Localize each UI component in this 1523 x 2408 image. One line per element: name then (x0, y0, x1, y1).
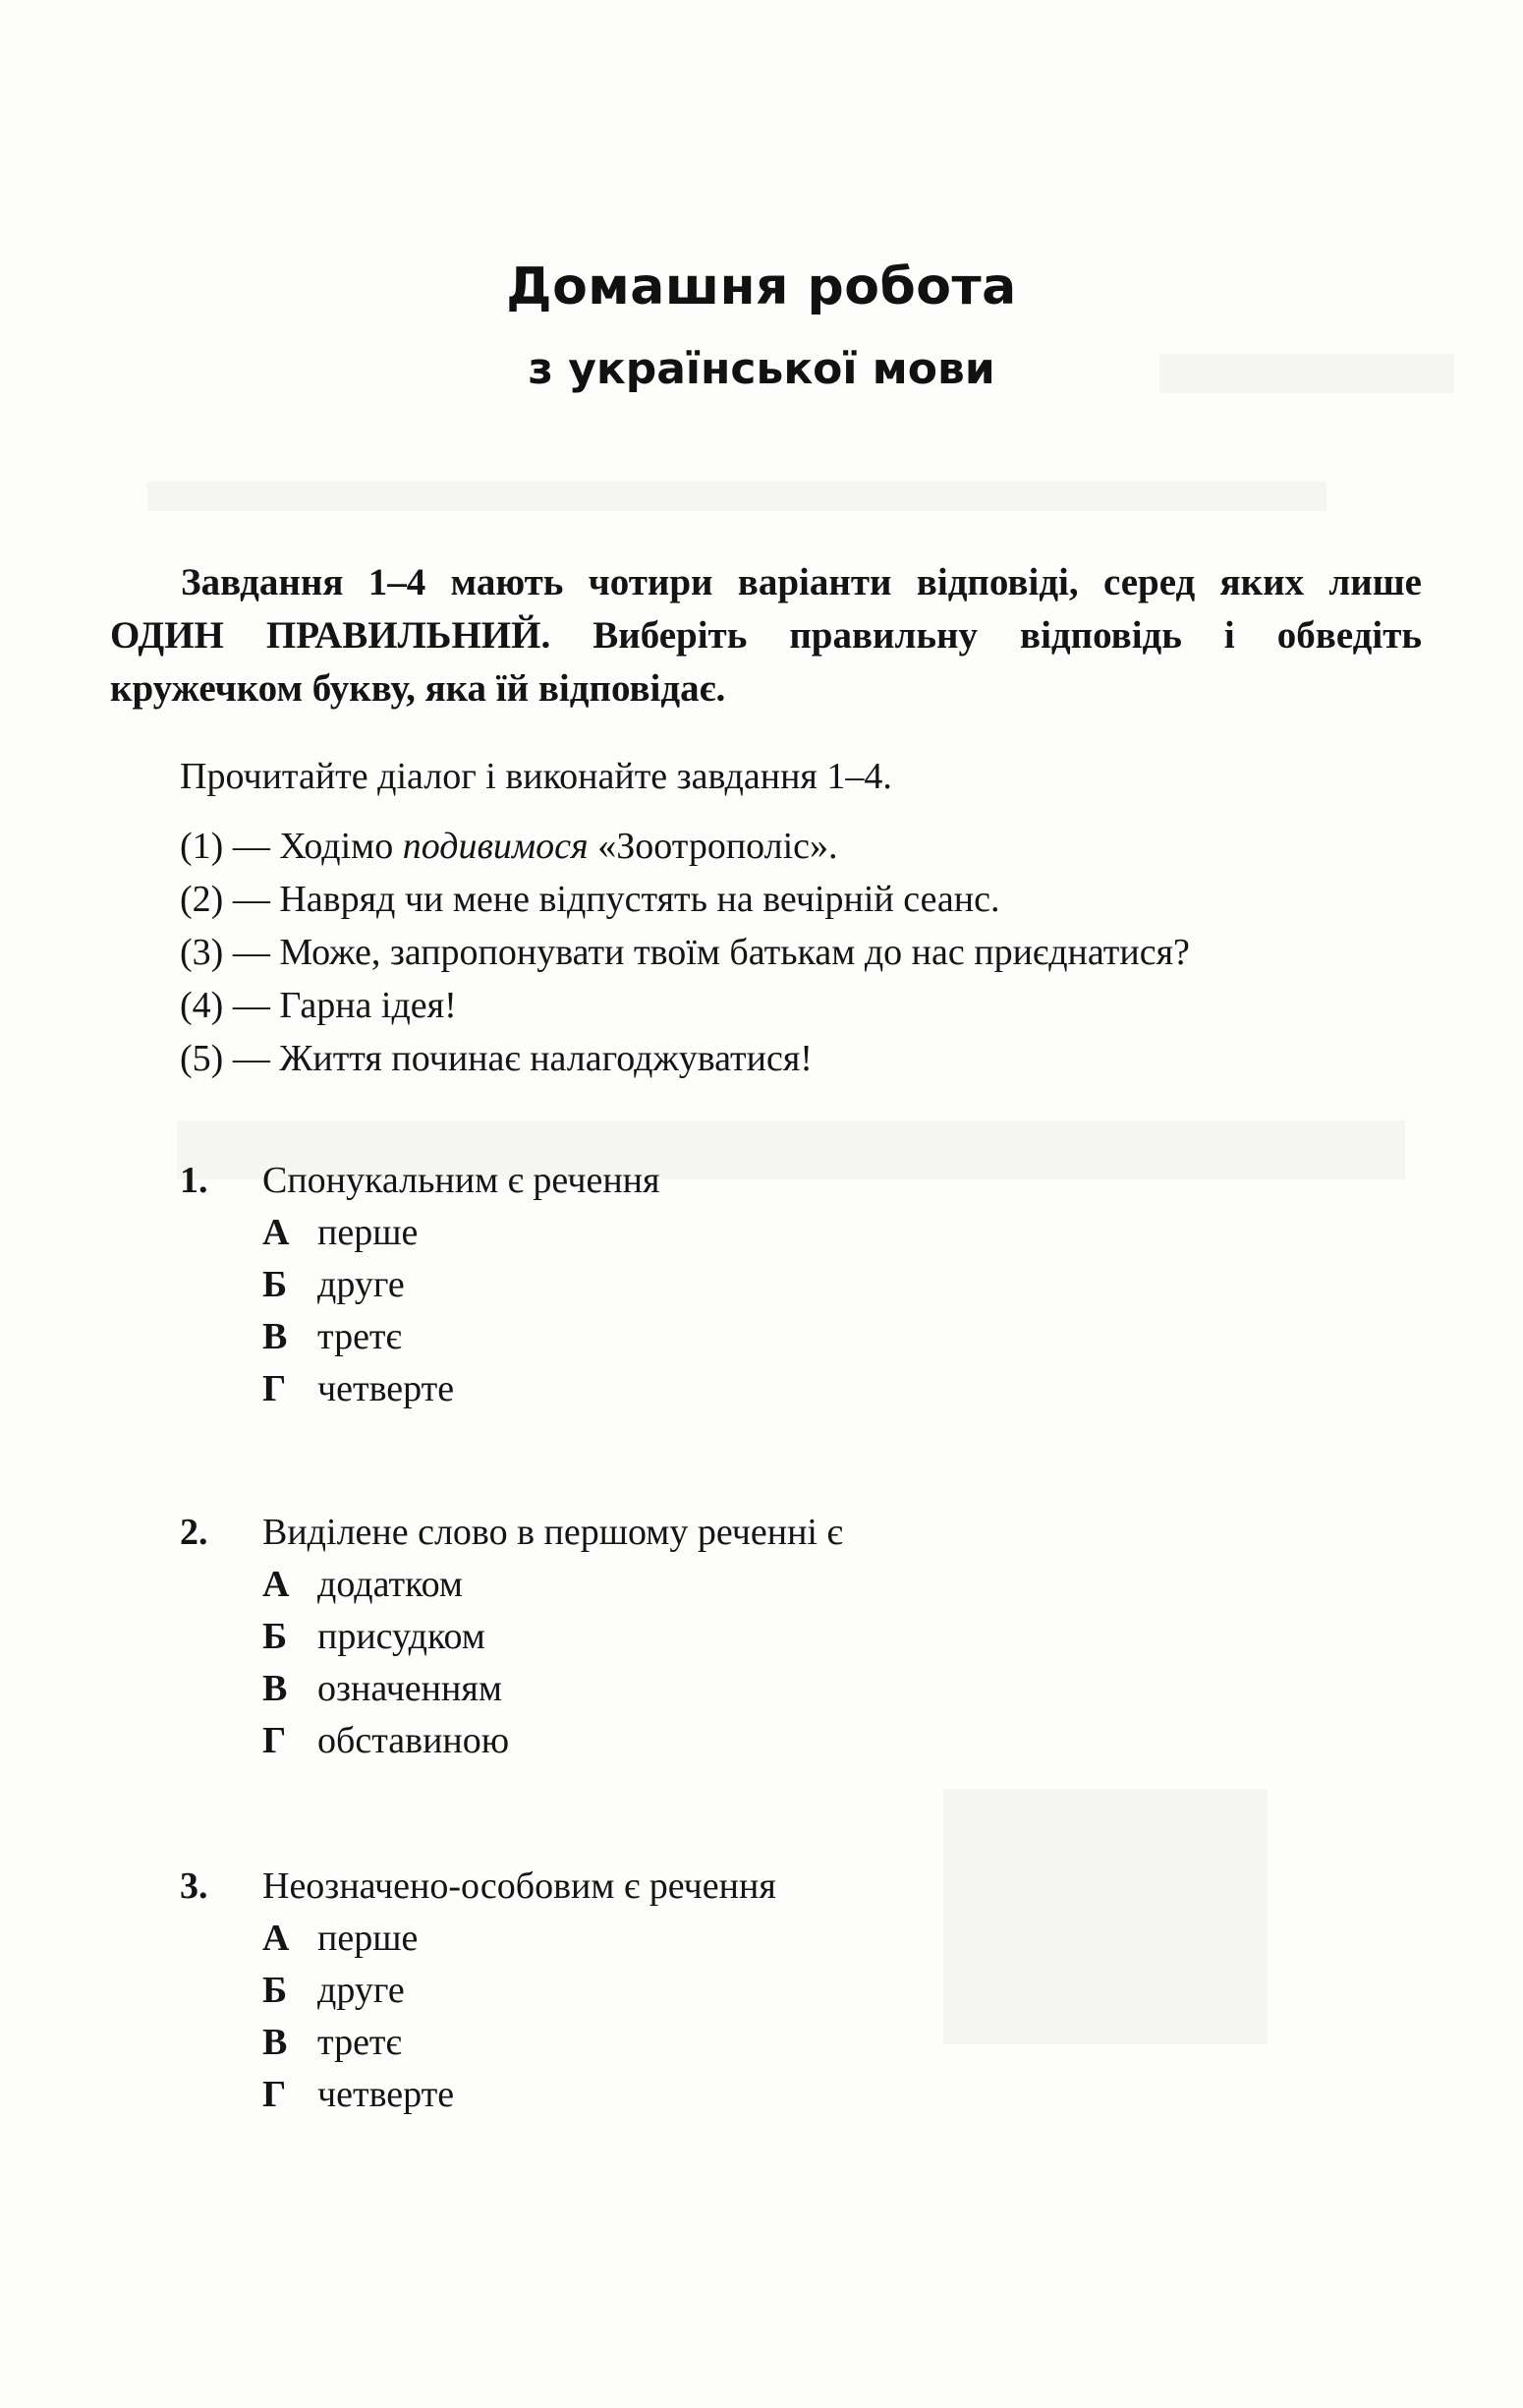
line-number: (4) (180, 985, 224, 1026)
option-text: друге (317, 1970, 405, 2011)
dialog-line (180, 820, 1190, 873)
question-text: Неозначено-особовим є речення (262, 1865, 776, 1907)
question-2 (180, 1506, 843, 1767)
option-letter: А (262, 1918, 290, 1959)
dialog-intro: Прочитайте діалог і виконайте завдання 1–4. (180, 756, 892, 797)
option-text: третє (317, 1316, 402, 1357)
question-header (180, 1860, 776, 1913)
answer-option[interactable] (262, 1207, 659, 1259)
instruction-text: Завдання 1–4 мають чотири варіанти відповіді, серед яких лише (181, 561, 1422, 603)
answer-option[interactable] (262, 1663, 843, 1715)
page-title: Домашня робота (506, 258, 1017, 316)
option-letter: В (262, 1316, 288, 1357)
answer-option[interactable] (262, 1913, 776, 1965)
line-number: (1) (180, 826, 224, 867)
question-number: 2. (180, 1512, 208, 1553)
answer-option[interactable] (262, 1259, 659, 1311)
question-header (180, 1154, 659, 1207)
option-letter: А (262, 1564, 290, 1605)
option-letter: Г (262, 1720, 287, 1761)
option-text: перше (317, 1212, 419, 1253)
line-dash: — (223, 826, 280, 867)
answer-options (262, 1207, 659, 1415)
line-text: Життя починає налагоджуватися! (279, 1038, 813, 1079)
question-3 (180, 1860, 776, 2121)
question-number: 3. (180, 1865, 208, 1907)
option-text: означенням (317, 1668, 502, 1709)
answer-option[interactable] (262, 1363, 659, 1415)
answer-option[interactable] (262, 1715, 843, 1767)
line-text: Може, запропонувати твоїм батькам до нас приєднатися? (279, 932, 1190, 973)
option-letter: В (262, 1668, 288, 1709)
task-instruction (110, 556, 1422, 716)
bleed-through-shade (147, 482, 1326, 511)
answer-option[interactable] (262, 1559, 843, 1611)
option-text: обставиною (317, 1720, 510, 1761)
question-header (180, 1506, 843, 1559)
option-letter: А (262, 1212, 290, 1253)
answer-option[interactable] (262, 1611, 843, 1663)
option-letter: В (262, 2022, 288, 2063)
option-letter: Б (262, 1616, 288, 1657)
line-text: Гарна ідея! (279, 985, 457, 1026)
line-dash: — (223, 985, 280, 1026)
line-text: Навряд чи мене відпустять на вечірній сеанс. (279, 879, 1000, 920)
question-number: 1. (180, 1160, 208, 1201)
question-text: Виділене слово в першому реченні є (262, 1512, 843, 1553)
option-text: друге (317, 1264, 405, 1305)
line-text: Ходімо (279, 826, 403, 867)
line-number: (3) (180, 932, 224, 973)
option-text: перше (317, 1918, 419, 1959)
question-text: Спонукальним є речення (262, 1160, 660, 1201)
line-dash: — (223, 1038, 280, 1079)
answer-options (262, 1913, 776, 2121)
option-text: присудком (317, 1616, 485, 1657)
line-dash: — (223, 879, 280, 920)
option-letter: Б (262, 1264, 288, 1305)
answer-options (262, 1559, 843, 1767)
line-text: «Зоотрополіс». (588, 826, 838, 867)
dialog-line (180, 979, 1190, 1032)
instruction-emphasis: ОДИН ПРАВИЛЬНИЙ (110, 614, 541, 657)
answer-option[interactable] (262, 2069, 776, 2121)
option-text: третє (317, 2022, 402, 2063)
instruction-text: . Виберіть правильну відповідь і обведіть кружечком букву, яка їй відповідає. (110, 614, 1422, 710)
option-letter: Б (262, 1970, 288, 2011)
question-1 (180, 1154, 659, 1415)
option-text: четверте (317, 1368, 455, 1409)
option-text: додатком (317, 1564, 463, 1605)
dialog-line (180, 873, 1190, 926)
dialog-line (180, 926, 1190, 979)
dialog-line (180, 1032, 1190, 1085)
answer-option[interactable] (262, 2017, 776, 2069)
answer-option[interactable] (262, 1965, 776, 2017)
dialog-block (180, 820, 1190, 1085)
bleed-through-shade (943, 1789, 1268, 2044)
line-number: (5) (180, 1038, 224, 1079)
line-dash: — (223, 932, 280, 973)
option-letter: Г (262, 1368, 287, 1409)
answer-option[interactable] (262, 1311, 659, 1363)
option-letter: Г (262, 2074, 287, 2115)
highlighted-word: подивимося (402, 826, 589, 867)
line-number: (2) (180, 879, 224, 920)
page-subtitle: з української мови (528, 344, 995, 394)
option-text: четверте (317, 2074, 455, 2115)
